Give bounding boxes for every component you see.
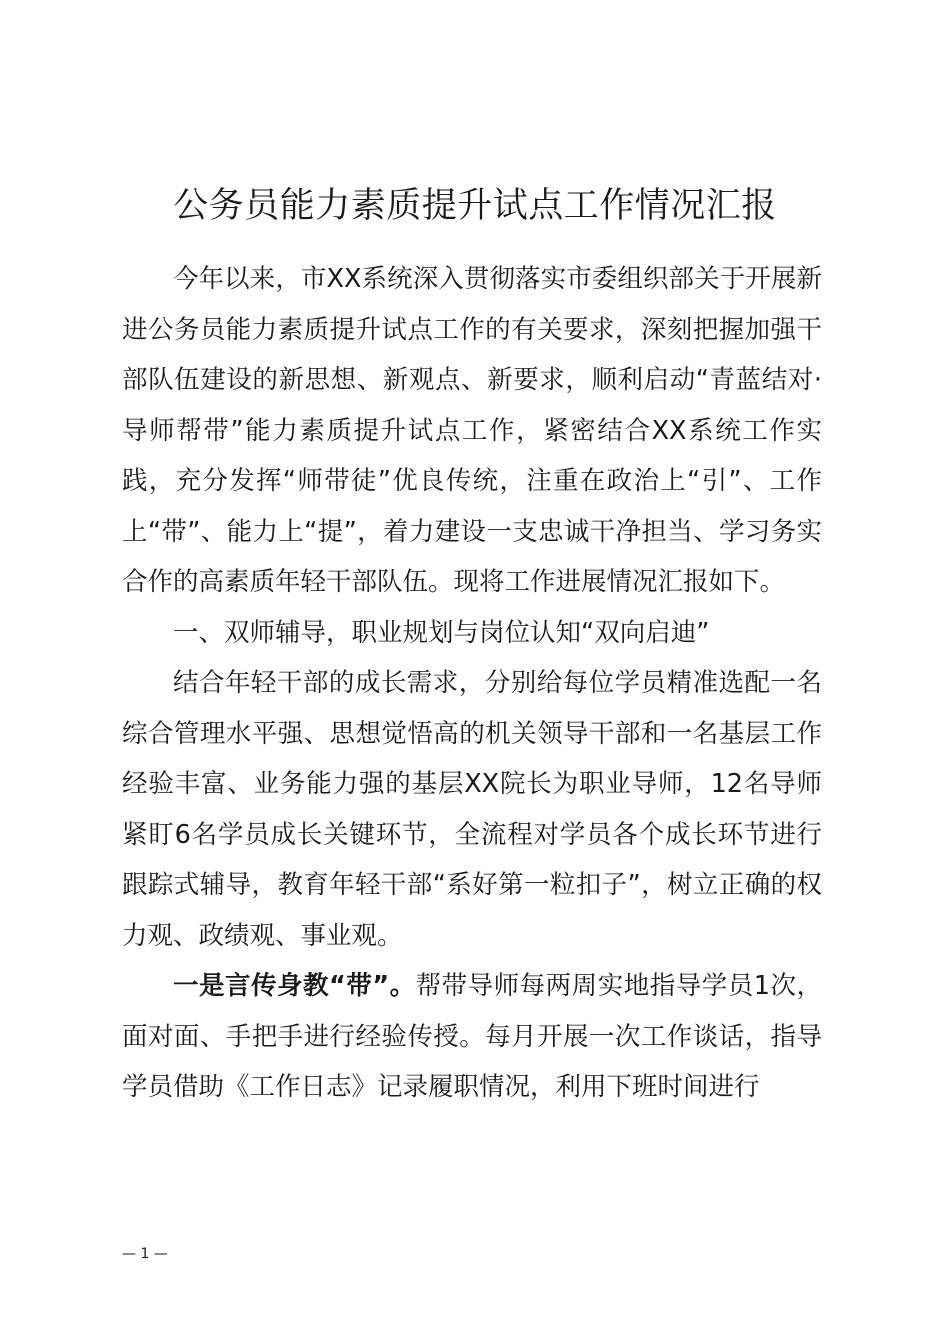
point-1-lead: 一是言传身教“带”。 [173,971,416,1001]
section-1-paragraph: 结合年轻干部的成长需求，分别给每位学员精准选配一名综合管理水平强、思想觉悟高的机关领导干部和一名基层工作经验丰富、业务能力强的基层XX院长为职业导师，12名导师紧盯6名学员成长关键环节，全流程对学员各个成长环节进行跟踪式辅导，教育年轻干部“系好第一粒扣子”，树立正确的权力观、政绩观、事业观。 [122,668,822,951]
intro-paragraph: 今年以来，市XX系统深入贯彻落实市委组织部关于开展新进公务员能力素质提升试点工作的有关要求，深刻把握加强干部队伍建设的新思想、新观点、新要求，顺利启动“青蓝结对·导师帮带”能力素质提升试点工作，紧密结合XX系统工作实践，充分发挥“师带徒”优良传统，注重在政治上“引”、工作上“带”、能力上“提”，着力建设一支忠诚干净担当、学习务实合作的高素质年轻干部队伍。现将工作进展情况汇报如下。 [122,264,822,597]
document-body [122,254,822,1113]
point-1-paragraph [122,961,822,1113]
document-title: 公务员能力素质提升试点工作情况汇报 [173,186,777,226]
section-1-heading: 一、双师辅导，职业规划与岗位认知“双向启迪” [173,617,710,648]
point-1-body: 帮带导师每两周实地指导学员1次，面对面、手把手进行经验传授。每月开展一次工作谈话，指导学员借助《工作日志》记录履职情况，利用下班时间进行 [122,971,822,1102]
page-number: — 1 — [122,1246,168,1262]
